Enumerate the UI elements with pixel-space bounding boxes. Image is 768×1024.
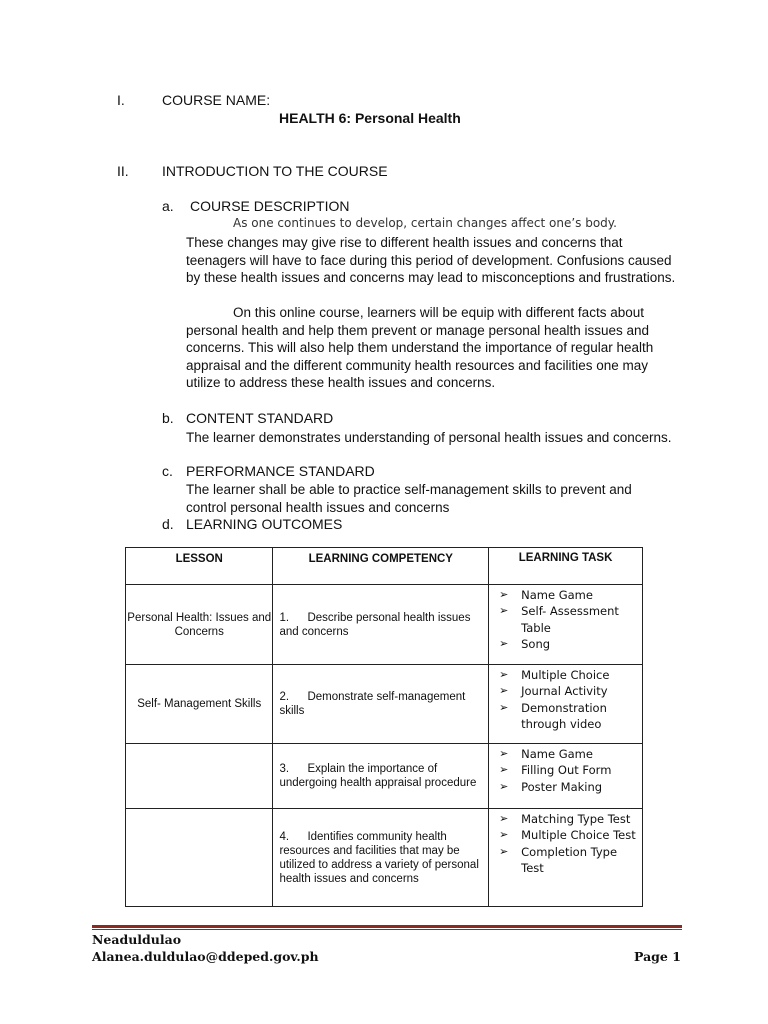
section-1-heading: COURSE NAME:: [162, 92, 271, 108]
task-text: Name Game: [521, 747, 593, 761]
performance-standard-text: The learner shall be able to practice self-management skills to prevent and control personal health issues and concerns: [186, 482, 632, 515]
header-competency: LEARNING COMPETENCY: [273, 548, 489, 585]
section-2-numeral: II.: [117, 163, 129, 179]
competency-number: 1.: [279, 611, 290, 624]
arrow-bullet-icon: ➢: [499, 636, 509, 650]
task-text: Multiple Choice Test: [521, 828, 636, 843]
arrow-bullet-icon: ➢: [499, 604, 509, 618]
competency-number: 3.: [279, 763, 290, 775]
list-item: [499, 636, 642, 652]
lesson-cell: Personal Health: Issues and Concerns: [126, 585, 273, 665]
list-item: [499, 827, 642, 843]
lesson-cell: [126, 809, 273, 907]
content-standard-heading: CONTENT STANDARD: [186, 410, 334, 426]
arrow-bullet-icon: ➢: [499, 812, 509, 825]
arrow-bullet-icon: ➢: [499, 588, 509, 601]
competency-cell: [273, 665, 489, 744]
arrow-bullet-icon: ➢: [499, 700, 509, 714]
list-item: [499, 762, 642, 778]
performance-standard-letter: c.: [162, 463, 173, 479]
competency-text: Describe personal health issues and concerns: [279, 611, 471, 638]
arrow-bullet-icon: ➢: [499, 668, 509, 681]
competency-text: Demonstrate self-management skills: [279, 691, 466, 717]
content-standard-text: The learner demonstrates understanding of personal health issues and concerns.: [186, 430, 672, 445]
competency-number: 2.: [279, 691, 290, 703]
list-item: [499, 746, 642, 762]
learning-outcomes-table: [125, 547, 643, 907]
task-text: Self- Assessment Table: [521, 604, 619, 635]
list-item: [499, 603, 642, 636]
task-cell: [489, 585, 643, 665]
list-item: [499, 700, 642, 733]
task-text: Name Game: [521, 588, 593, 602]
task-list: [489, 809, 642, 879]
task-text: Poster Making: [521, 779, 603, 794]
table-row: [126, 744, 643, 809]
description-letter: a.: [162, 198, 174, 214]
task-cell: [489, 744, 643, 809]
competency-cell: [273, 809, 489, 907]
table-header-row: [126, 548, 643, 585]
arrow-bullet-icon: ➢: [499, 828, 509, 842]
list-item: [499, 779, 642, 795]
footer-name: Neaduldulao: [92, 932, 182, 947]
task-text: Multiple Choice: [521, 668, 610, 682]
table-row: [126, 665, 643, 744]
task-list: [489, 585, 642, 655]
arrow-bullet-icon: ➢: [499, 763, 509, 777]
list-item: [499, 667, 642, 683]
competency-text: Identifies community health resources and facilities that may be utilized to address a variety of personal health issues and concerns: [279, 830, 479, 885]
competency-cell: [273, 744, 489, 809]
task-text: Completion Type Test: [521, 844, 618, 875]
description-paragraph-1: These changes may give rise to different health issues and concerns that teenagers will have to face during this period of development. Confusions caused by these health issues and concerns may lead to misconceptions and frustrations.: [186, 235, 676, 286]
footer-page-number: Page 1: [634, 949, 681, 964]
arrow-bullet-icon: ➢: [499, 844, 509, 858]
task-text: Journal Activity: [521, 684, 608, 699]
task-text: Filling Out Form: [521, 763, 612, 778]
description-paragraph-2: [186, 304, 686, 392]
performance-standard-heading: PERFORMANCE STANDARD: [186, 463, 375, 479]
table-row: [126, 585, 643, 665]
learning-outcomes-letter: d.: [162, 516, 174, 532]
section-1-numeral: I.: [117, 92, 125, 108]
task-cell: [489, 665, 643, 744]
course-title: HEALTH 6: Personal Health: [279, 110, 461, 126]
content-standard-letter: b.: [162, 410, 174, 426]
table-row: [126, 809, 643, 907]
header-task: LEARNING TASK: [489, 548, 643, 585]
task-cell: [489, 809, 643, 907]
description-heading: COURSE DESCRIPTION: [190, 198, 350, 214]
description-paragraph-2-text: On this online course, learners will be equip with different facts about personal health and help them prevent or manage personal health issues and concerns. This will also help them understand the importance of regular health appraisal and the different community health resources and facilities one may utilize to address these health issues and concerns.: [186, 305, 654, 391]
task-text: Demonstration through video: [521, 700, 607, 731]
task-list: [489, 665, 642, 735]
task-text: Matching Type Test: [521, 812, 631, 826]
arrow-bullet-icon: ➢: [499, 747, 509, 760]
list-item: [499, 587, 642, 603]
description-first-line: As one continues to develop, certain changes affect one’s body.: [233, 216, 617, 230]
header-lesson: LESSON: [126, 548, 273, 585]
competency-number: 4.: [279, 830, 290, 843]
lesson-cell: Self- Management Skills: [126, 665, 273, 744]
competency-text: Explain the importance of undergoing health appraisal procedure: [279, 763, 477, 789]
footer-divider-thick: [92, 925, 682, 928]
footer-divider-thin: [92, 929, 682, 930]
task-list: [489, 744, 642, 798]
competency-cell: [273, 585, 489, 665]
section-2-heading: INTRODUCTION TO THE COURSE: [162, 163, 388, 179]
list-item: [499, 683, 642, 699]
task-text: Song: [521, 636, 551, 651]
arrow-bullet-icon: ➢: [499, 779, 509, 793]
lesson-cell: [126, 744, 273, 809]
list-item: [499, 811, 642, 827]
learning-outcomes-heading: LEARNING OUTCOMES: [186, 516, 343, 532]
footer-email: Alanea.duldulao@ddeped.gov.ph: [92, 949, 319, 964]
arrow-bullet-icon: ➢: [499, 684, 509, 698]
list-item: [499, 844, 642, 877]
